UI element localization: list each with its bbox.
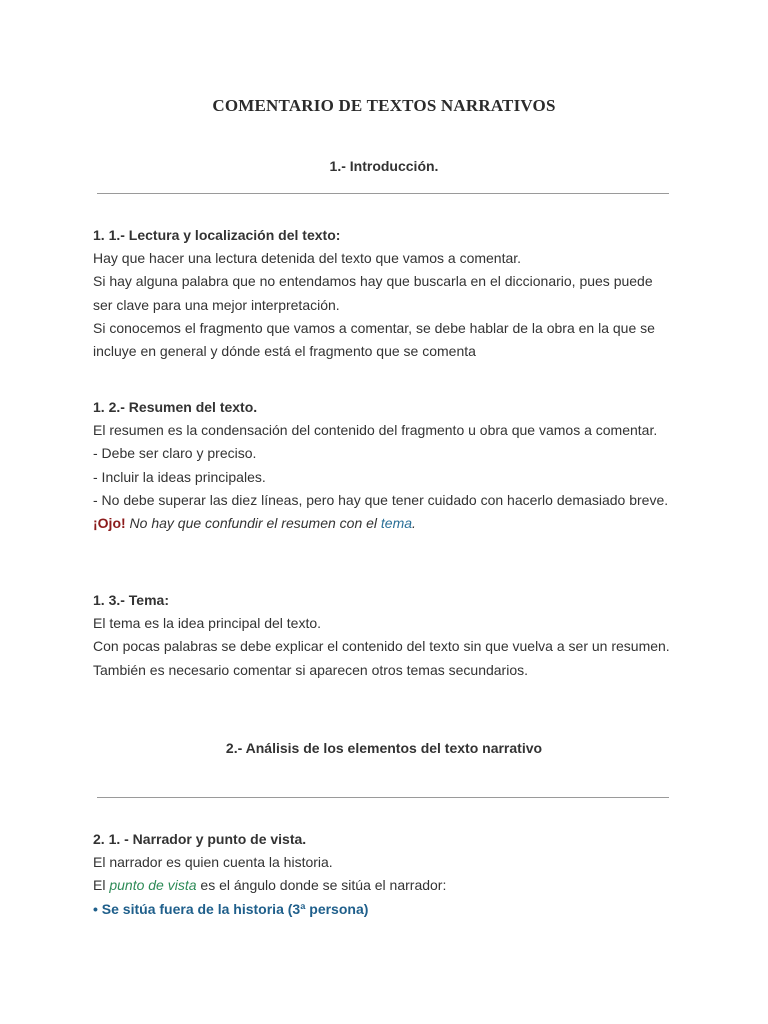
punto-de-vista-link[interactable]: punto de vista	[109, 877, 197, 894]
warning-text: No hay que confundir el resumen con el	[125, 515, 381, 532]
divider-1	[97, 193, 669, 194]
paragraph-line: El narrador es quien cuenta la historia.	[93, 854, 333, 871]
paragraph-line: El resumen es la condensación del contenido del fragmento u obra que vamos a comentar.	[93, 422, 658, 439]
tema-link[interactable]: tema	[380, 515, 413, 532]
paragraph-line: Con pocas palabras se debe explicar el contenido del texto sin que vuelva a ser un resumen.	[93, 638, 670, 655]
section-2-heading: 2.- Análisis de los elementos del texto narrativo	[225, 740, 543, 756]
subsection-2-1-heading: 2. 1. - Narrador y punto de vista.	[93, 831, 307, 847]
paragraph-line	[93, 874, 673, 897]
section-1-heading: 1.- Introducción.	[329, 158, 439, 174]
warning-note	[93, 512, 673, 535]
warning-label: ¡Ojo!	[93, 515, 126, 532]
line-end: es el ángulo donde se sitúa el narrador:	[196, 877, 447, 894]
paragraph-line: Si hay alguna palabra que no entendamos hay que buscarla en el diccionario, pues puede ser clave para una mejor interpretación.	[93, 273, 653, 313]
subsection-1-2	[93, 396, 673, 535]
paragraph-line: El tema es la idea principal del texto.	[93, 615, 322, 632]
list-item: - Debe ser claro y preciso.	[93, 445, 257, 462]
warning-end: .	[412, 515, 416, 532]
list-item: - No debe superar las diez líneas, pero hay que tener cuidado con hacerlo demasiado breve.	[93, 491, 669, 508]
line-start: El	[93, 877, 110, 894]
divider-2	[97, 797, 669, 798]
subsection-1-3-heading: 1. 3.- Tema:	[93, 592, 169, 608]
subsection-1-1-heading: 1. 1.- Lectura y localización del texto:	[93, 227, 341, 243]
document-title: COMENTARIO DE TEXTOS NARRATIVOS	[212, 96, 556, 115]
paragraph-line: También es necesario comentar si aparecen otros temas secundarios.	[93, 661, 528, 678]
subsection-1-3	[93, 589, 673, 682]
paragraph-line: Hay que hacer una lectura detenida del texto que vamos a comentar.	[93, 250, 522, 267]
subsection-1-2-heading: 1. 2.- Resumen del texto.	[93, 399, 258, 415]
subsection-2-1	[93, 828, 673, 921]
subsection-1-1	[93, 224, 673, 363]
list-item: - Incluir la ideas principales.	[93, 468, 266, 485]
paragraph-line: Si conocemos el fragmento que vamos a comentar, se debe hablar de la obra en la que se incluye en general y dónde está el fragmento que se comenta	[93, 319, 655, 360]
bullet-item[interactable]: • Se sitúa fuera de la historia (3ª persona)	[93, 900, 369, 917]
